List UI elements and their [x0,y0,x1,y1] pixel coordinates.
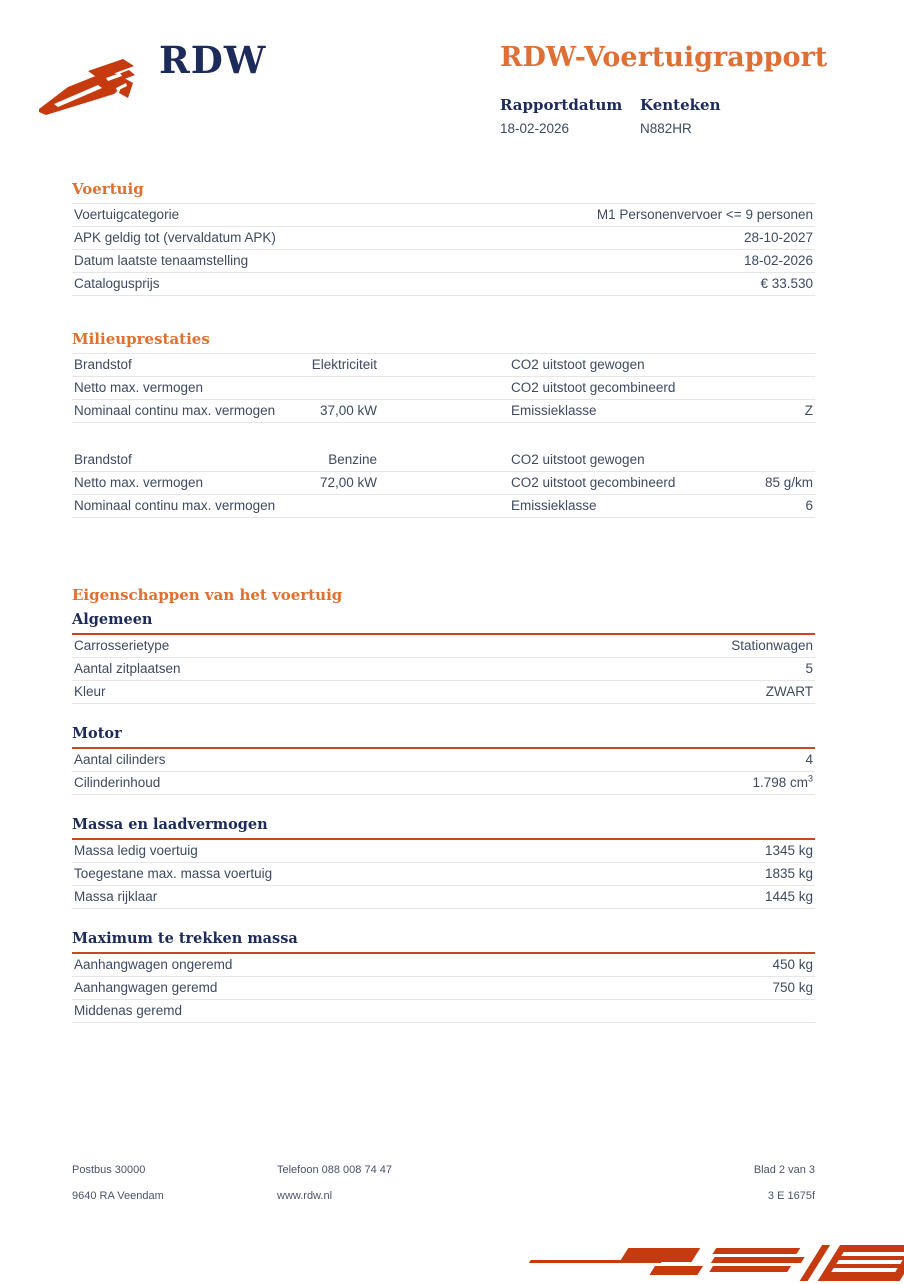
row-value: M1 Personenvervoer <= 9 personen [596,207,813,222]
row-label: Brandstof [74,357,132,372]
footer-website: www.rdw.nl [277,1190,333,1202]
row-label: CO2 uitstoot gewogen [511,452,645,467]
subsection-title: Algemeen [72,611,815,635]
row-label: APK geldig tot (vervaldatum APK) [74,230,276,245]
row-label: Nominaal continu max. vermogen [74,498,276,513]
license-plate [640,96,780,136]
row-value: 85 g/km [764,475,813,490]
rdw-speed-stripes-graphic [498,1242,904,1284]
row-label: Brandstof [74,452,132,467]
row-label: Toegestane max. massa voertuig [74,866,273,881]
report-date-value: 18-02-2026 [500,121,570,136]
subsection-title: Massa en laadvermogen [72,816,815,840]
row-label: Aantal zitplaatsen [74,661,181,676]
row-label: Middenas geremd [74,1003,183,1018]
footer-page-indicator: Blad 2 van 3 [753,1164,815,1176]
row-label: Nominaal continu max. vermogen [74,403,276,418]
row-label: Massa rijklaar [74,889,158,904]
row-label: Carrosserietype [74,638,170,653]
license-plate-label: Kenteken [640,96,721,114]
footer-phone: Telefoon 088 008 74 47 [277,1164,392,1176]
rdw-wordmark: RDW [159,38,267,82]
row-value: 1.798 $cm^3$ [752,773,813,790]
table-row [72,635,815,658]
section-title-voertuig: Voertuig [72,180,815,204]
row-label: Netto max. vermogen [74,475,204,490]
page-footer [72,1164,815,1216]
table-row [72,377,815,400]
table-row [72,886,815,909]
row-value: 37,00 kW [319,403,377,418]
row-label: CO2 uitstoot gecombineerd [511,380,676,395]
row-value: 4 [805,752,813,767]
section-title-eigenschappen: Eigenschappen van het voertuig [72,586,343,604]
section-eigenschappen [72,586,815,1023]
table-row [72,1000,815,1023]
section-title-milieuprestaties: Milieuprestaties [72,330,815,354]
table-row [72,449,815,472]
block-spacer [72,423,815,449]
table-row [72,658,815,681]
row-value: Elektriciteit [311,357,377,372]
superscript: 3 [807,773,813,784]
report-date-label: Rapportdatum [500,96,623,114]
table-row [72,250,815,273]
table-row [72,977,815,1000]
footer-doc-code: 3 E 1675f [767,1190,815,1202]
section-voertuig [72,180,815,296]
row-value: Z [804,403,813,418]
row-value: Stationwagen [731,638,813,653]
subsection-title: Maximum te trekken massa [72,930,815,954]
table-row [72,400,815,423]
report-meta [500,96,780,136]
table-row [72,354,815,377]
rdw-logo-icon [36,54,152,122]
subsection-maximum-trekken-massa [72,930,815,1023]
subsection-motor [72,725,815,795]
row-value: 1445 kg [764,889,813,904]
row-label: Catalogusprijs [74,276,160,291]
fuel-block-elektriciteit [72,354,815,423]
row-value: ZWART [765,684,813,699]
row-value: 5 [805,661,813,676]
table-row [72,681,815,704]
table-row [72,472,815,495]
subsection-massa-laadvermogen [72,816,815,909]
fuel-block-benzine [72,449,815,518]
row-label: Aanhangwagen geremd [74,980,218,995]
table-row [72,204,815,227]
subsection-title: Motor [72,725,815,749]
section-milieuprestaties [72,330,815,518]
table-row [72,954,815,977]
row-label: Netto max. vermogen [74,380,204,395]
row-label: Massa ledig voertuig [74,843,198,858]
row-label: Emissieklasse [511,498,597,513]
row-value: 1835 kg [764,866,813,881]
table-row [72,749,815,772]
row-value: 72,00 kW [319,475,377,490]
table-row [72,863,815,886]
table-row [72,273,815,296]
row-label: Kleur [74,684,106,699]
row-value: 750 kg [772,980,813,995]
footer-address [72,1164,277,1216]
row-value: € 33.530 [760,276,813,291]
row-label: Emissieklasse [511,403,597,418]
row-label: Voertuigcategorie [74,207,180,222]
table-row [72,840,815,863]
row-value: Benzine [328,452,377,467]
table-row [72,772,815,795]
row-label: Datum laatste tenaamstelling [74,253,249,268]
row-value: 1345 kg [764,843,813,858]
table-row [72,227,815,250]
subsection-algemeen [72,611,815,704]
row-label: Aanhangwagen ongeremd [74,957,233,972]
license-plate-value: N882HR [640,121,692,136]
row-label: Cilinderinhoud [74,775,161,790]
table-row [72,495,815,518]
row-value: 450 kg [772,957,813,972]
row-label: Aantal cilinders [74,752,166,767]
row-value: 28-10-2027 [743,230,813,245]
footer-address-line2: 9640 RA Veendam [72,1190,164,1202]
report-date [500,96,640,136]
footer-page-info [695,1164,815,1216]
footer-address-line1: Postbus 30000 [72,1164,146,1176]
footer-contact [277,1164,695,1216]
row-value: 18-02-2026 [743,253,813,268]
page-title: RDW-Voertuigrapport [500,42,828,73]
row-label: CO2 uitstoot gewogen [511,357,645,372]
row-label: CO2 uitstoot gecombineerd [511,475,676,490]
row-value: 6 [805,498,813,513]
